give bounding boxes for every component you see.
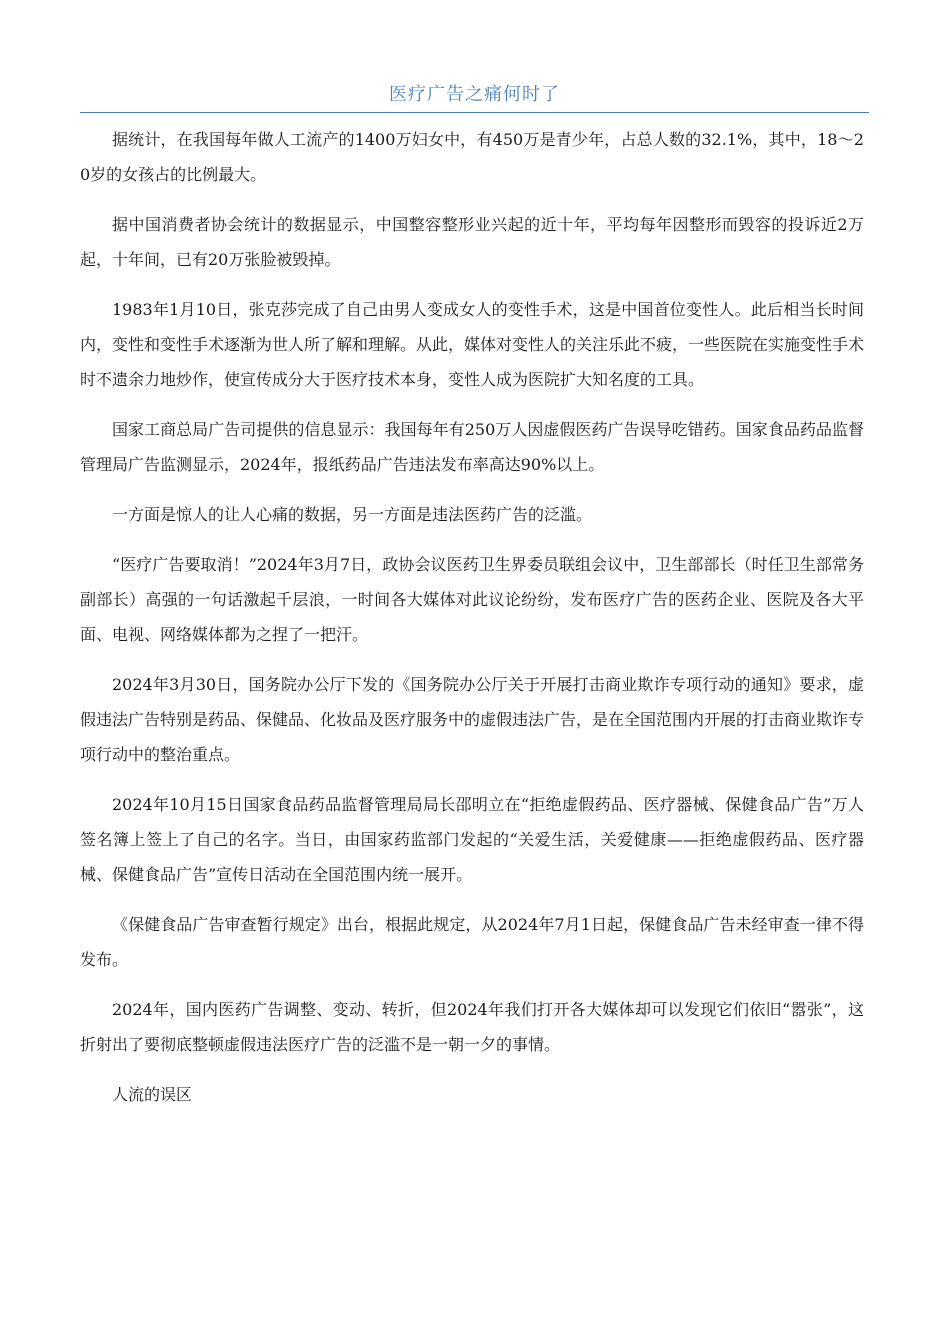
paragraph: 2024年3月30日，国务院办公厅下发的《国务院办公厅关于开展打击商业欺诈专项行动的通知》要求，虚假违法广告特别是药品、保健品、化妆品及医疗服务中的虚假违法广告，是在全国范围内开展的打击商业欺诈专项行动中的整治重点。 bbox=[80, 675, 865, 764]
paragraph: “医疗广告要取消！”2024年3月7日，政协会议医药卫生界委员联组会议中，卫生部部长（时任卫生部常务副部长）高强的一句话激起千层浪，一时间各大媒体对此议论纷纷，发布医疗广告的医药企业、医院及各大平面、电视、网络媒体都为之捏了一把汗。 bbox=[80, 555, 864, 644]
paragraph: 1983年1月10日，张克莎完成了自己由男人变成女人的变性手术，这是中国首位变性人。此后相当长时间内，变性和变性手术逐渐为世人所了解和理解。从此，媒体对变性人的关注乐此不疲，一些医院在实施变性手术时不遗余力地炒作，使宣传成分大于医疗技术本身，变性人成为医院扩大知名度的工具。 bbox=[80, 300, 865, 389]
paragraph: 据统计，在我国每年做人工流产的1400万妇女中，有450万是青少年，占总人数的32.1%，其中，18～20岁的女孩占的比例最大。 bbox=[80, 130, 864, 184]
paragraph: 据中国消费者协会统计的数据显示，中国整容整形业兴起的近十年，平均每年因整形而毁容的投诉近2万起，十年间，已有20万张脸被毁掉。 bbox=[80, 215, 864, 269]
document-title: 医疗广告之痛何时了 bbox=[389, 84, 560, 105]
paragraph: 国家工商总局广告司提供的信息显示：我国每年有250万人因虚假医药广告误导吃错药。国家食品药品监督管理局广告监测显示，2024年，报纸药品广告违法发布率高达90%以上。 bbox=[80, 420, 864, 474]
paragraph: 一方面是惊人的让人心痛的数据，另一方面是违法医药广告的泛滥。 bbox=[112, 505, 593, 524]
section-heading: 人流的误区 bbox=[112, 1085, 193, 1104]
paragraph: 《保健食品广告审查暂行规定》出台，根据此规定，从2024年7月1日起，保健食品广告未经审查一律不得发布。 bbox=[80, 915, 864, 969]
document-body bbox=[80, 122, 864, 1127]
paragraph: 2024年10月15日国家食品药品监督管理局局长邵明立在“拒绝虚假药品、医疗器械、保健食品广告”万人签名簿上签上了自己的名字。当日，由国家药监部门发起的“关爱生活，关爱健康——拒绝虚假药品、医疗器械、保健食品广告”宣传日活动在全国范围内统一展开。 bbox=[80, 795, 864, 884]
paragraph: 2024年，国内医药广告调整、变动、转折，但2024年我们打开各大媒体却可以发现它们依旧“嚣张”，这折射出了要彻底整顿虚假违法医疗广告的泛滥不是一朝一夕的事情。 bbox=[80, 1000, 864, 1054]
document-header bbox=[80, 82, 869, 113]
